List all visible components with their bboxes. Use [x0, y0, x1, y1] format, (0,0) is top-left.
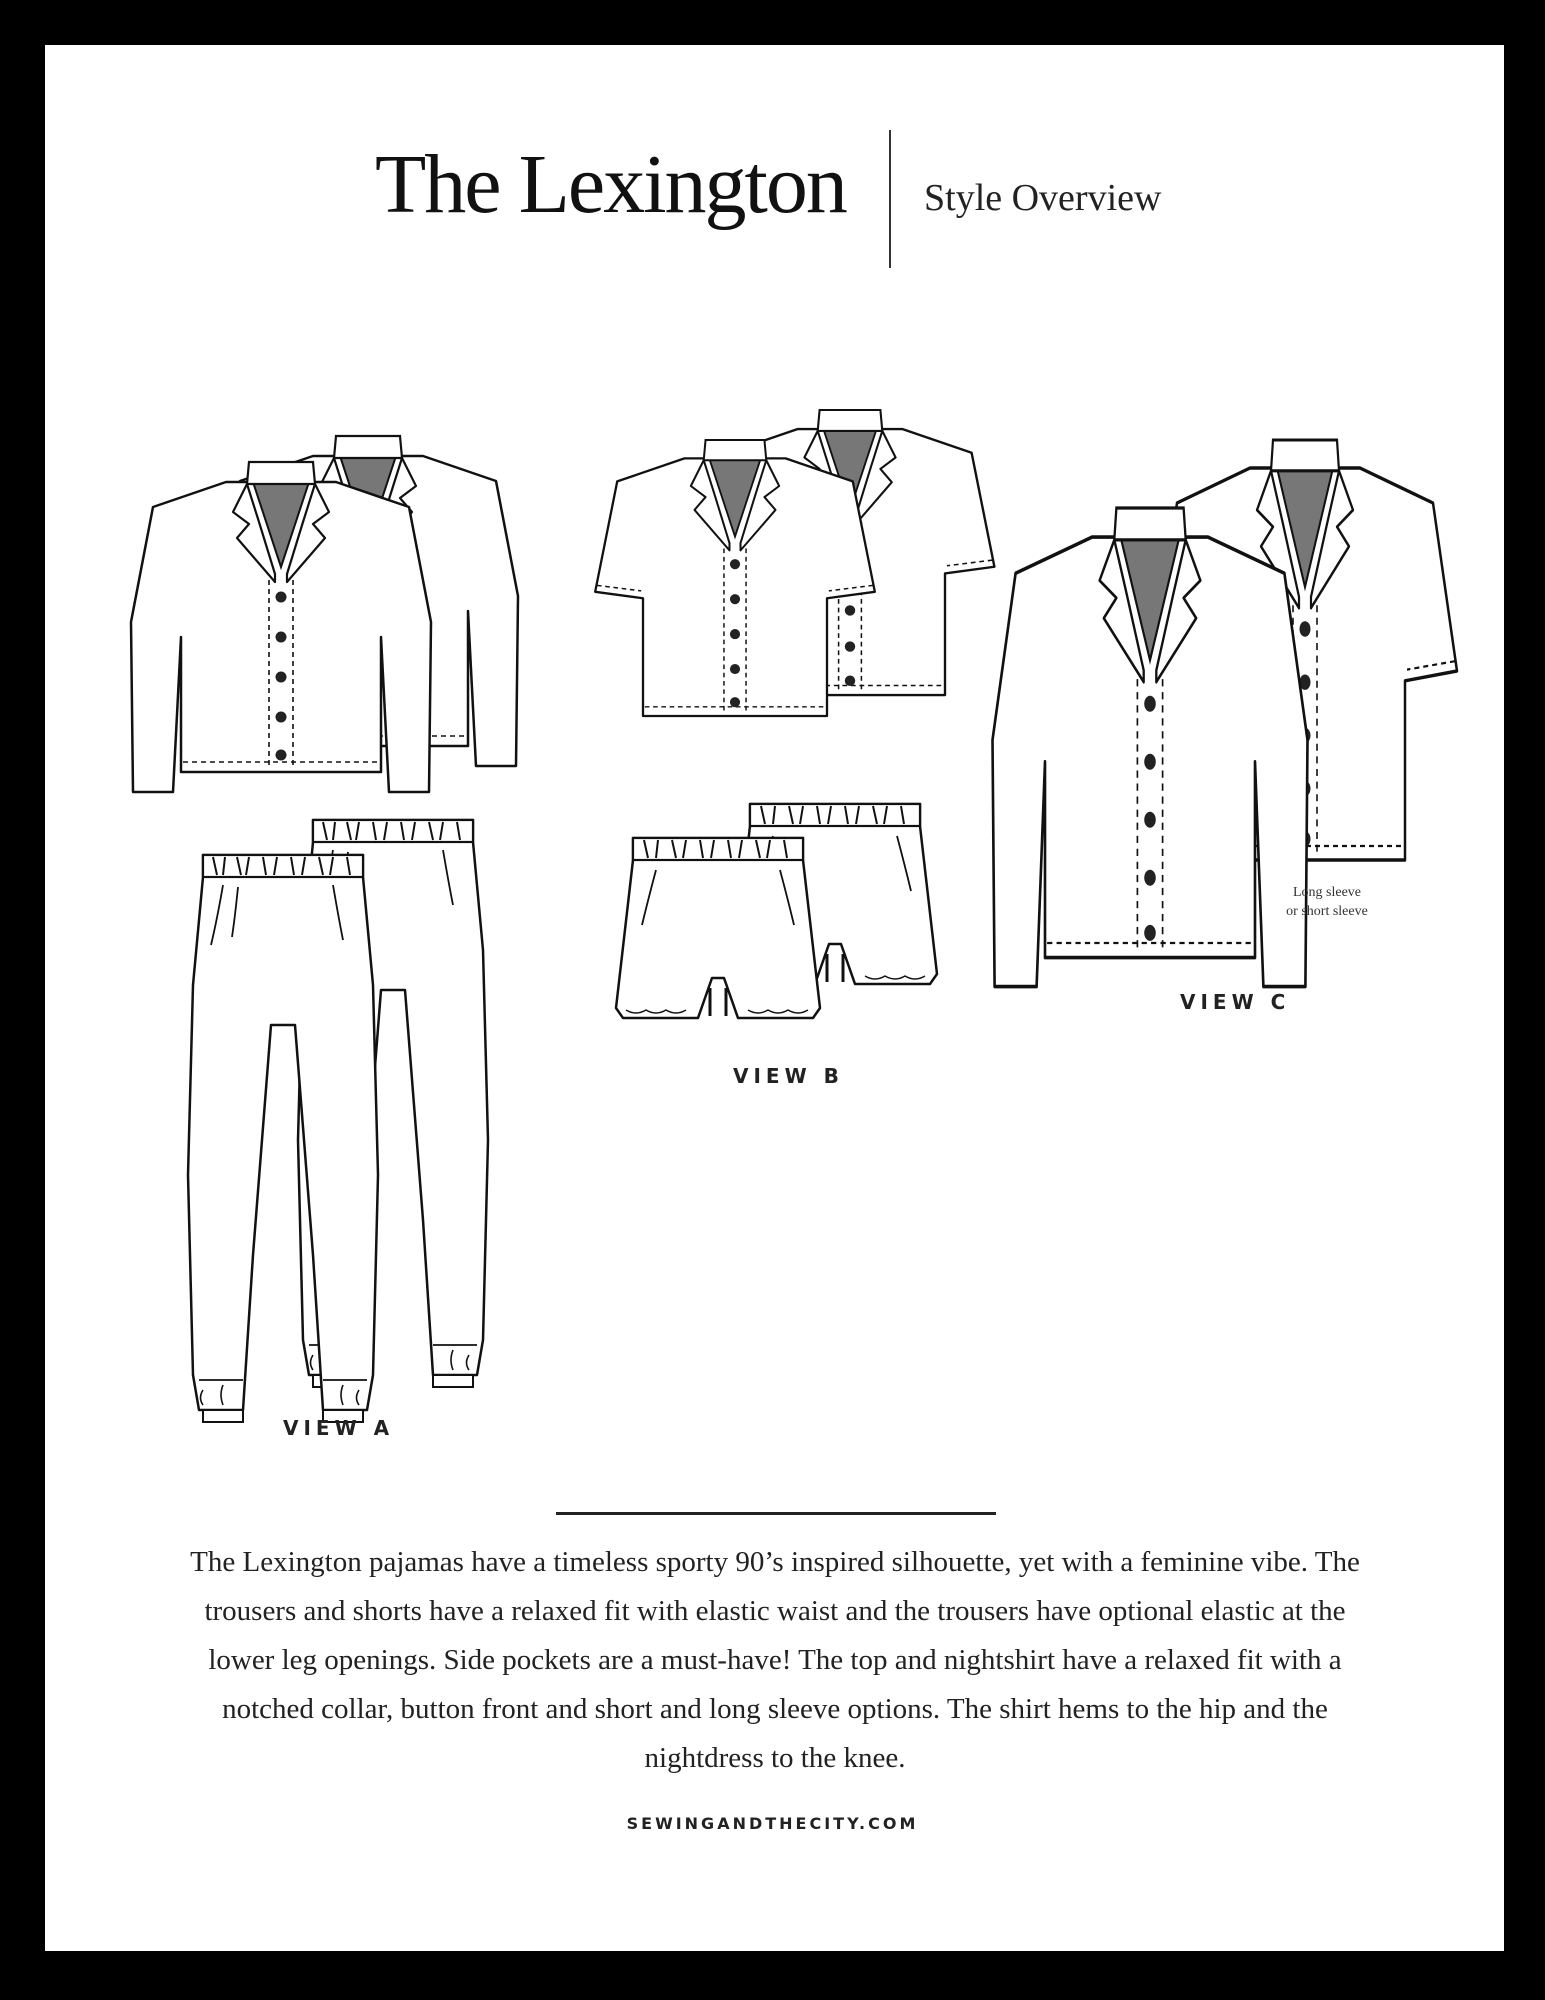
- view-a-label: VIEW A: [283, 1416, 395, 1440]
- view-b-shorts-front: [616, 838, 820, 1018]
- sleeve-note-line-1: Long sleeve: [1292, 885, 1362, 900]
- section-divider: [556, 1512, 996, 1515]
- view-a-trousers-front: [188, 855, 378, 1422]
- view-c-nightshirt-front: [993, 508, 1308, 987]
- style-description: The Lexington pajamas have a timeless sporty 90’s inspired silhouette, yet with a feminine vibe. The trousers and shorts have a relaxed fit with elastic waist and the trousers have optional elastic at the lower leg openings. Side pockets are a must-have! The top and nightshirt have a relaxed fit with a notched collar, button front and short and long sleeve options. The shirt hems to the hip and the nightdress to the knee.: [190, 1546, 1360, 1774]
- page-subtitle: Style Overview: [924, 177, 1162, 219]
- page-title: The Lexington: [375, 138, 846, 231]
- view-a-shirt-front: [131, 462, 431, 792]
- website-footer: SEWINGANDTHECITY.COM: [626, 1814, 919, 1833]
- sleeve-option-note: [1272, 883, 1382, 921]
- sleeve-note-line-2: or short sleeve: [1286, 904, 1368, 919]
- view-c-label: VIEW C: [1180, 990, 1291, 1014]
- view-b-label: VIEW B: [733, 1064, 844, 1088]
